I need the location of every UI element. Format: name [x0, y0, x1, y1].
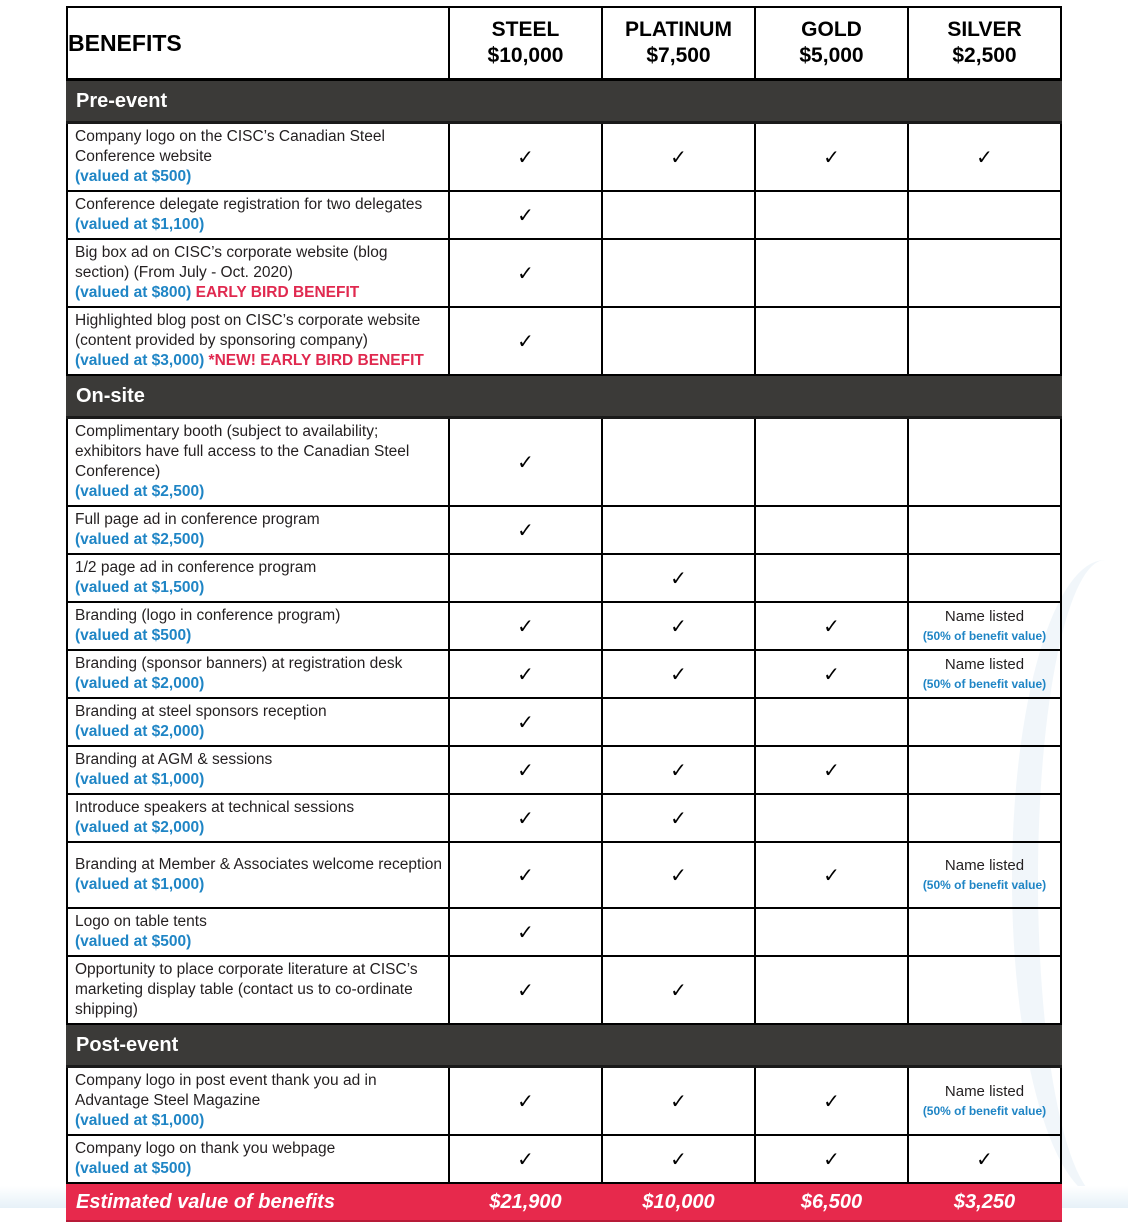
checkmark-icon: ✓ — [670, 567, 687, 590]
section-title: On-site — [67, 375, 1061, 418]
tier-cell-gold — [755, 191, 908, 239]
tier-header-platinum — [602, 7, 755, 80]
tier-price: $7,500 — [646, 44, 711, 67]
tier-cell-steel — [449, 698, 602, 746]
benefit-cell — [67, 956, 449, 1024]
benefit-value-line — [75, 770, 442, 790]
tier-cell-platinum — [602, 908, 755, 956]
checkmark-icon: ✓ — [517, 146, 534, 169]
benefit-value-line — [75, 351, 442, 371]
benefits-table — [66, 6, 1062, 1222]
checkmark-icon: ✓ — [670, 864, 687, 887]
benefit-row — [67, 239, 1061, 307]
tier-cell-platinum — [602, 506, 755, 554]
tier-cell-silver — [908, 307, 1061, 375]
tier-cell-steel — [449, 191, 602, 239]
benefit-description: Company logo in post event thank you ad in Advantage Steel Magazine — [75, 1072, 377, 1109]
checkmark-icon: ✓ — [670, 615, 687, 638]
tier-cell-gold — [755, 554, 908, 602]
benefit-value: (valued at $2,500) — [75, 483, 205, 500]
tier-cell-gold — [755, 956, 908, 1024]
benefit-cell — [67, 418, 449, 507]
checkmark-icon: ✓ — [823, 1148, 840, 1171]
checkmark-icon: ✓ — [517, 615, 534, 638]
tier-cell-silver — [908, 746, 1061, 794]
benefit-value-line — [75, 578, 442, 598]
tier-cell-platinum — [602, 418, 755, 507]
benefit-cell — [67, 746, 449, 794]
benefit-value-line — [75, 722, 442, 742]
tier-cell-gold — [755, 794, 908, 842]
tier-cell-silver — [908, 506, 1061, 554]
checkmark-icon: ✓ — [517, 864, 534, 887]
tier-cell-silver — [908, 908, 1061, 956]
benefit-description: Big box ad on CISC’s corporate website (blog section) (From July - Oct. 2020) — [75, 244, 388, 281]
benefit-value: (valued at $500) — [75, 1160, 192, 1177]
benefit-value: (valued at $2,000) — [75, 723, 205, 740]
tier-cell-steel — [449, 842, 602, 908]
benefit-value-line — [75, 932, 442, 952]
tier-name: GOLD — [801, 18, 862, 41]
benefit-value-line — [75, 530, 442, 550]
tier-name: SILVER — [947, 18, 1022, 41]
tier-cell-steel — [449, 506, 602, 554]
benefit-value: (valued at $1,000) — [75, 771, 205, 788]
total-value-silver: $3,250 — [908, 1183, 1061, 1221]
tier-cell-silver — [908, 418, 1061, 507]
tier-cell-gold — [755, 746, 908, 794]
checkmark-icon: ✓ — [517, 519, 534, 542]
tier-cell-steel — [449, 1067, 602, 1136]
benefit-row — [67, 307, 1061, 375]
benefit-description: Complimentary booth (subject to availability; exhibitors have full access to the Canadian Steel Conference) — [75, 423, 410, 480]
tier-price: $10,000 — [487, 44, 564, 67]
checkmark-icon: ✓ — [823, 663, 840, 686]
benefit-value: (valued at $2,000) — [75, 819, 205, 836]
tier-header-silver — [908, 7, 1061, 80]
checkmark-icon: ✓ — [670, 1148, 687, 1171]
total-row — [67, 1183, 1061, 1221]
checkmark-icon: ✓ — [517, 807, 534, 830]
tier-cell-platinum — [602, 307, 755, 375]
benefit-value-line — [75, 283, 442, 303]
tier-cell-silver — [908, 239, 1061, 307]
benefit-description: Introduce speakers at technical sessions — [75, 799, 355, 816]
tier-cell-platinum — [602, 794, 755, 842]
benefit-cell — [67, 191, 449, 239]
tier-cell-steel — [449, 307, 602, 375]
name-listed-note: (50% of benefit value) — [922, 878, 1047, 892]
benefits-heading: BENEFITS — [67, 7, 449, 80]
benefit-value-line — [75, 674, 442, 694]
benefit-description: 1/2 page ad in conference program — [75, 559, 317, 576]
tier-cell-silver — [908, 1067, 1061, 1136]
benefit-value: (valued at $2,500) — [75, 531, 205, 548]
tier-cell-silver — [908, 1135, 1061, 1183]
benefit-cell — [67, 908, 449, 956]
tier-cell-platinum — [602, 956, 755, 1024]
tier-cell-silver — [908, 602, 1061, 650]
benefit-row — [67, 908, 1061, 956]
benefit-value-line — [75, 215, 442, 235]
tier-cell-gold — [755, 842, 908, 908]
benefit-description: Full page ad in conference program — [75, 511, 320, 528]
tier-price: $5,000 — [799, 44, 864, 67]
section-row — [67, 1024, 1061, 1067]
tier-cell-platinum — [602, 698, 755, 746]
tier-header-gold — [755, 7, 908, 80]
benefit-row — [67, 746, 1061, 794]
tier-cell-silver — [908, 650, 1061, 698]
name-listed-text: Name listed — [944, 608, 1025, 625]
tier-cell-platinum — [602, 602, 755, 650]
benefit-cell — [67, 794, 449, 842]
tier-cell-platinum — [602, 554, 755, 602]
benefit-cell — [67, 1067, 449, 1136]
tier-cell-platinum — [602, 842, 755, 908]
checkmark-icon: ✓ — [670, 759, 687, 782]
benefit-cell — [67, 602, 449, 650]
benefit-cell — [67, 650, 449, 698]
tier-cell-platinum — [602, 1067, 755, 1136]
benefit-description: Branding at steel sponsors reception — [75, 703, 327, 720]
benefit-cell — [67, 123, 449, 192]
tier-cell-gold — [755, 698, 908, 746]
tier-cell-steel — [449, 602, 602, 650]
benefit-cell — [67, 842, 449, 908]
tier-cell-gold — [755, 307, 908, 375]
benefit-value: (valued at $500) — [75, 627, 192, 644]
benefit-cell — [67, 698, 449, 746]
tier-cell-gold — [755, 602, 908, 650]
tier-cell-steel — [449, 554, 602, 602]
checkmark-icon: ✓ — [670, 1090, 687, 1113]
early-bird-label: EARLY BIRD BENEFIT — [195, 284, 360, 301]
tier-cell-platinum — [602, 191, 755, 239]
tier-cell-platinum — [602, 746, 755, 794]
name-listed-text: Name listed — [944, 656, 1025, 673]
benefit-description: Branding at AGM & sessions — [75, 751, 273, 768]
benefit-row — [67, 698, 1061, 746]
name-listed-note: (50% of benefit value) — [922, 1104, 1047, 1118]
checkmark-icon: ✓ — [670, 807, 687, 830]
benefit-cell — [67, 239, 449, 307]
benefit-row — [67, 418, 1061, 507]
benefit-value-line — [75, 875, 442, 895]
tier-cell-platinum — [602, 123, 755, 192]
checkmark-icon: ✓ — [823, 864, 840, 887]
benefit-row — [67, 506, 1061, 554]
checkmark-icon: ✓ — [823, 146, 840, 169]
checkmark-icon: ✓ — [517, 759, 534, 782]
benefit-value-line — [75, 482, 442, 502]
checkmark-icon: ✓ — [517, 979, 534, 1002]
checkmark-icon: ✓ — [517, 204, 534, 227]
benefit-value: (valued at $500) — [75, 933, 192, 950]
checkmark-icon: ✓ — [976, 1148, 993, 1171]
section-title: Post-event — [67, 1024, 1061, 1067]
benefit-row — [67, 1067, 1061, 1136]
name-listed-note: (50% of benefit value) — [922, 677, 1047, 691]
benefit-row — [67, 602, 1061, 650]
table-body — [67, 80, 1061, 1184]
name-listed-text: Name listed — [944, 857, 1025, 874]
tier-cell-steel — [449, 239, 602, 307]
benefit-value: (valued at $1,100) — [75, 216, 205, 233]
benefit-description: Branding (sponsor banners) at registration desk — [75, 655, 403, 672]
tier-cell-steel — [449, 956, 602, 1024]
checkmark-icon: ✓ — [517, 262, 534, 285]
total-label: Estimated value of benefits — [67, 1183, 449, 1221]
tier-cell-platinum — [602, 650, 755, 698]
tier-cell-steel — [449, 908, 602, 956]
checkmark-icon: ✓ — [670, 663, 687, 686]
total-value-steel: $21,900 — [449, 1183, 602, 1221]
benefit-row — [67, 956, 1061, 1024]
checkmark-icon: ✓ — [670, 979, 687, 1002]
tier-cell-silver — [908, 123, 1061, 192]
checkmark-icon: ✓ — [823, 759, 840, 782]
tier-cell-silver — [908, 794, 1061, 842]
tier-cell-gold — [755, 418, 908, 507]
checkmark-icon: ✓ — [823, 1090, 840, 1113]
checkmark-icon: ✓ — [517, 921, 534, 944]
benefit-row — [67, 650, 1061, 698]
benefit-value-line — [75, 626, 442, 646]
checkmark-icon: ✓ — [517, 451, 534, 474]
benefit-description: Logo on table tents — [75, 913, 207, 930]
tier-cell-steel — [449, 418, 602, 507]
benefit-description: Company logo on the CISC’s Canadian Steel Conference website — [75, 128, 385, 165]
benefit-value: (valued at $1,500) — [75, 579, 205, 596]
name-listed-note: (50% of benefit value) — [922, 629, 1047, 643]
checkmark-icon: ✓ — [670, 146, 687, 169]
benefit-value-line — [75, 1111, 442, 1131]
tier-cell-gold — [755, 239, 908, 307]
section-row — [67, 375, 1061, 418]
tier-cell-gold — [755, 506, 908, 554]
checkmark-icon: ✓ — [517, 663, 534, 686]
benefit-description: Branding at Member & Associates welcome reception — [75, 856, 443, 873]
tier-cell-gold — [755, 123, 908, 192]
tier-name: STEEL — [491, 18, 560, 41]
tier-cell-gold — [755, 650, 908, 698]
tier-cell-gold — [755, 1135, 908, 1183]
checkmark-icon: ✓ — [517, 330, 534, 353]
benefit-value: (valued at $2,000) — [75, 675, 205, 692]
tier-name: PLATINUM — [625, 18, 732, 41]
benefit-value: (valued at $3,000) — [75, 352, 205, 369]
tier-cell-silver — [908, 698, 1061, 746]
tier-cell-platinum — [602, 239, 755, 307]
benefit-value-line — [75, 1159, 442, 1179]
benefit-row — [67, 794, 1061, 842]
benefit-description: Conference delegate registration for two delegates — [75, 196, 423, 213]
tier-cell-steel — [449, 123, 602, 192]
benefit-cell — [67, 506, 449, 554]
benefit-description: Opportunity to place corporate literature at CISC’s marketing display table (contact us to co-ordinate shipping) — [75, 961, 418, 1018]
benefit-value-line — [75, 818, 442, 838]
tier-cell-steel — [449, 1135, 602, 1183]
name-listed-text: Name listed — [944, 1083, 1025, 1100]
benefit-cell — [67, 554, 449, 602]
total-value-platinum: $10,000 — [602, 1183, 755, 1221]
tier-cell-platinum — [602, 1135, 755, 1183]
benefit-value-line — [75, 167, 442, 187]
tier-cell-steel — [449, 794, 602, 842]
benefit-value: (valued at $1,000) — [75, 1112, 205, 1129]
benefit-row — [67, 1135, 1061, 1183]
section-row — [67, 80, 1061, 123]
benefit-cell — [67, 1135, 449, 1183]
benefit-cell — [67, 307, 449, 375]
checkmark-icon: ✓ — [517, 1148, 534, 1171]
benefit-row — [67, 554, 1061, 602]
benefit-row — [67, 842, 1061, 908]
tier-cell-steel — [449, 650, 602, 698]
benefit-value: (valued at $500) — [75, 168, 192, 185]
benefit-description: Company logo on thank you webpage — [75, 1140, 336, 1157]
benefit-row — [67, 123, 1061, 192]
total-value-gold: $6,500 — [755, 1183, 908, 1221]
benefit-description: Highlighted blog post on CISC’s corporate website (content provided by sponsoring company) — [75, 312, 421, 349]
tier-cell-gold — [755, 1067, 908, 1136]
tier-cell-steel — [449, 746, 602, 794]
tier-header-steel — [449, 7, 602, 80]
tier-cell-gold — [755, 908, 908, 956]
tier-cell-silver — [908, 842, 1061, 908]
benefit-value: (valued at $1,000) — [75, 876, 205, 893]
tier-cell-silver — [908, 191, 1061, 239]
header-row — [67, 7, 1061, 80]
tier-price: $2,500 — [952, 44, 1017, 67]
benefit-description: Branding (logo in conference program) — [75, 607, 341, 624]
checkmark-icon: ✓ — [976, 146, 993, 169]
checkmark-icon: ✓ — [517, 711, 534, 734]
early-bird-label: *NEW! EARLY BIRD BENEFIT — [208, 352, 424, 369]
section-title: Pre-event — [67, 80, 1061, 123]
checkmark-icon: ✓ — [517, 1090, 534, 1113]
tier-cell-silver — [908, 554, 1061, 602]
benefit-value: (valued at $800) — [75, 284, 192, 301]
tier-cell-silver — [908, 956, 1061, 1024]
checkmark-icon: ✓ — [823, 615, 840, 638]
benefit-row — [67, 191, 1061, 239]
